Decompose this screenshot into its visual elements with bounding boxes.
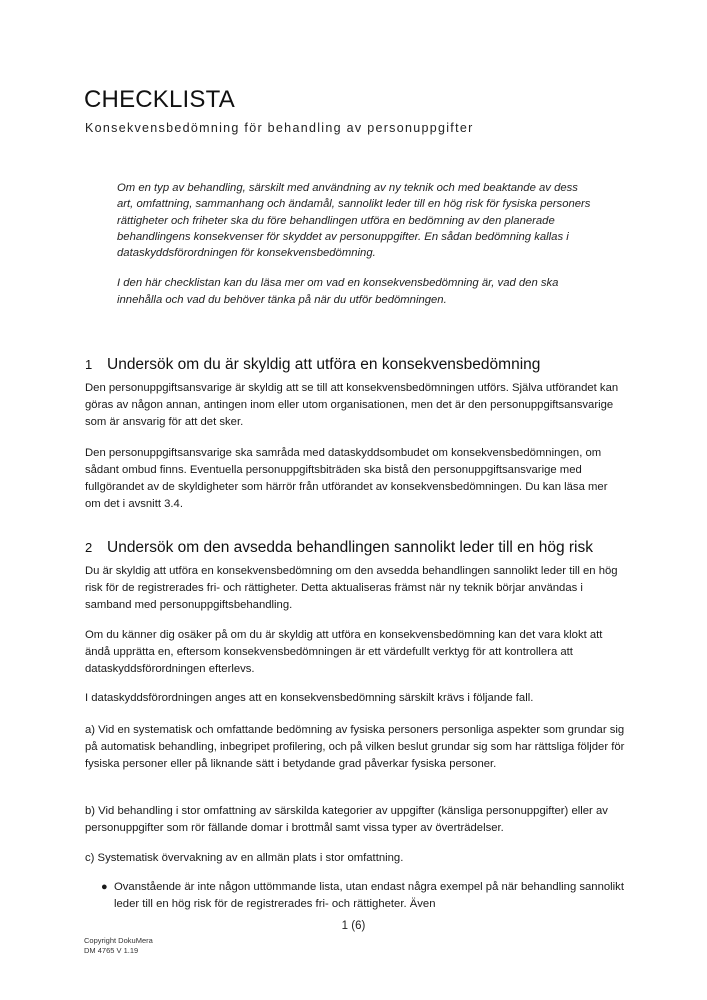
intro-paragraph: I den här checklistan kan du läsa mer om vad en konsekvensbedömning är, vad den ska innehålla och vad du behöver tänka på när du utför bedömningen. bbox=[117, 277, 559, 306]
list-item-a: a) Vid en systematisk och omfattande bedömning av fysiska personers personliga aspekter som grundar sig på automatisk behandling, inbegripet profilering, och på vilken beslut grundar sig som har rättsliga följder för fysiska personer eller på liknande sätt i betydande grad påverkar fysiska personer. bbox=[85, 724, 625, 770]
footer bbox=[84, 936, 153, 956]
page-title: CHECKLISTA bbox=[84, 86, 235, 113]
section-1-body bbox=[85, 380, 625, 431]
section-heading-text: Undersök om den avsedda behandlingen sannolikt leder till en hög risk bbox=[107, 539, 593, 556]
section-2-body bbox=[85, 627, 625, 678]
section-1-body bbox=[85, 445, 625, 513]
section-2-body bbox=[85, 722, 625, 773]
body-paragraph: Den personuppgiftsansvarige ska samråda med dataskyddsombudet om konsekvensbedömningen, om sådant ombud finns. Eventuella personuppgiftsbiträden ska bistå den personuppgiftsansvarige med fullgörandet av de skyldigheter som härrör från utförandet av konsekvensbedömningen. Du kan läsa mer om det i avsnitt 3.4. bbox=[85, 447, 608, 510]
intro-block bbox=[117, 180, 597, 322]
section-number: 1 bbox=[85, 357, 93, 372]
section-heading bbox=[85, 539, 593, 557]
page-subtitle: Konsekvensbedömning för behandling av personuppgifter bbox=[85, 121, 474, 135]
list-item-c: c) Systematisk övervakning av en allmän plats i stor omfattning. bbox=[85, 852, 404, 864]
section-number: 2 bbox=[85, 540, 93, 555]
section-2-body bbox=[85, 563, 625, 614]
section-heading bbox=[85, 356, 540, 374]
section-2-body bbox=[85, 690, 625, 707]
bullet-icon: ● bbox=[101, 881, 108, 893]
bullet-item bbox=[100, 879, 634, 913]
page-number: 1 (6) bbox=[341, 920, 366, 932]
body-paragraph: Om du känner dig osäker på om du är skyldig att utföra en konsekvensbedömning kan det vara klokt att ändå upprätta en, eftersom konsekvensbedömningen är ett värdefullt verktyg för att kontrollera att dataskyddsförordningen efterlevs. bbox=[85, 629, 603, 675]
section-2-body bbox=[85, 850, 625, 867]
body-paragraph: Den personuppgiftsansvarige är skyldig att se till att konsekvensbedömningen utförs. Själva utförandet kan göras av någon annan, antingen inom eller utom organisationen, men det är den personuppgiftsansvarige som är ansvarig för att det sker. bbox=[85, 382, 619, 428]
body-paragraph: Du är skyldig att utföra en konsekvensbedömning om den avsedda behandlingen sannolikt leder till en hög risk för de registrerades fri- och rättigheter. Detta aktualiseras främst när ny teknik börjar användas i samband med personuppgiftsbehandling. bbox=[85, 565, 618, 611]
section-2-body bbox=[85, 803, 625, 837]
footer-copyright: Copyright DokuMera bbox=[84, 936, 153, 945]
section-heading-text: Undersök om du är skyldig att utföra en konsekvensbedömning bbox=[107, 356, 541, 373]
bullet-text: Ovanstående är inte någon uttömmande lista, utan endast några exempel på när behandling sannolikt leder till en hög risk för de registrerades fri- och rättigheter. Även bbox=[114, 881, 624, 910]
footer-doc-id: DM 4765 V 1.19 bbox=[84, 946, 139, 955]
body-paragraph: I dataskyddsförordningen anges att en konsekvensbedömning särskilt krävs i följande fall. bbox=[85, 692, 534, 704]
intro-paragraph: Om en typ av behandling, särskilt med användning av ny teknik och med beaktande av dess art, omfattning, sammanhang och ändamål, sannolikt leder till en hög risk för fysiska personers rättigheter och friheter ska du före behandlingen utföra en bedömning av den planerade behandlingens konsekvenser för skyddet av personuppgifter. En sådan bedömning kallas i dataskyddsförordningen för konsekvensbedömning. bbox=[117, 182, 591, 260]
list-item-b: b) Vid behandling i stor omfattning av särskilda kategorier av uppgifter (känsliga personuppgifter) eller av personuppgifter som rör fällande domar i brottmål samt vissa typer av överträdelser. bbox=[85, 805, 608, 834]
